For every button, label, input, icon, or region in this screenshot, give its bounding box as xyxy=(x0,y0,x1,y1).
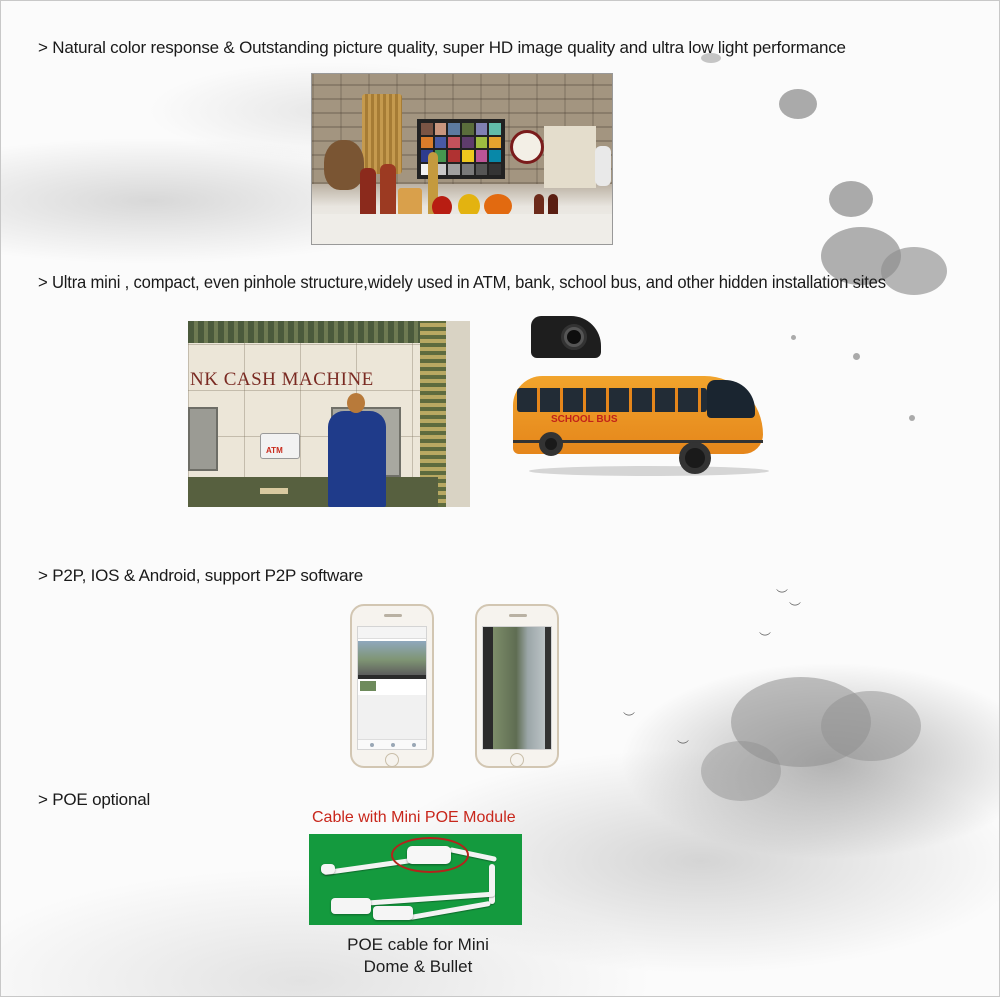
atm-sign-text: NK CASH MACHINE xyxy=(190,369,374,390)
atm-installation-image xyxy=(188,321,470,507)
poe-module-highlight xyxy=(391,837,469,873)
bus-windshield xyxy=(707,380,755,418)
person-head xyxy=(347,393,365,413)
bird-decoration: ︶ xyxy=(677,739,690,753)
ink-blot-decoration xyxy=(779,89,817,119)
person-at-atm xyxy=(328,411,386,507)
phone-home-button xyxy=(385,753,399,767)
ink-blot-decoration xyxy=(909,415,915,421)
clock-icon xyxy=(510,130,544,164)
bus-shadow xyxy=(529,466,769,476)
street-video-feed xyxy=(493,627,551,750)
phone-portrait-app xyxy=(350,604,434,768)
bottle xyxy=(380,164,396,216)
ink-blot-decoration xyxy=(853,353,860,360)
app-tabbar xyxy=(358,739,426,749)
poe-module-caption: Cable with Mini POE Module xyxy=(312,809,516,826)
ink-blot-decoration xyxy=(821,691,921,761)
video-left-toolbar xyxy=(483,627,493,750)
atm-counter xyxy=(188,477,438,507)
bus-wheel xyxy=(679,442,711,474)
ink-blot-decoration xyxy=(881,247,947,295)
jar xyxy=(534,194,544,216)
cable-connector xyxy=(331,898,371,914)
school-bus-image xyxy=(509,358,781,478)
feature-p2p: > P2P, IOS & Android, support P2P software xyxy=(38,566,364,585)
app-live-video xyxy=(358,641,426,675)
app-control-strip xyxy=(358,675,426,679)
teddy-bear xyxy=(324,140,364,190)
jar xyxy=(548,194,558,216)
cable-connector xyxy=(373,906,413,920)
basket xyxy=(362,94,402,174)
phone-speaker xyxy=(509,614,527,617)
phone-screen xyxy=(357,626,427,750)
tab-icon xyxy=(391,743,395,747)
bird-decoration: ︶ xyxy=(776,588,789,602)
poe-cable-caption xyxy=(331,934,505,978)
bus-windows xyxy=(517,388,707,412)
phone-speaker xyxy=(384,614,402,617)
bottle xyxy=(360,168,376,216)
bus-wheel xyxy=(539,432,563,456)
side-wall xyxy=(446,321,470,507)
vase xyxy=(595,146,611,186)
poe-caption-line2: Dome & Bullet xyxy=(363,957,473,976)
ink-blot-decoration xyxy=(791,335,796,340)
phone-screen xyxy=(482,626,552,750)
bus-side-text: SCHOOL BUS xyxy=(551,414,618,425)
table-cloth xyxy=(312,214,612,244)
camera-icon xyxy=(531,304,601,358)
camera-lens-inner xyxy=(567,330,581,344)
phone-home-button xyxy=(510,753,524,767)
bird-decoration: ︶ xyxy=(789,601,802,615)
atm-machine xyxy=(188,407,218,471)
tab-icon xyxy=(370,743,374,747)
app-thumbnail xyxy=(360,681,376,691)
bird-decoration: ︶ xyxy=(759,631,772,645)
jar xyxy=(398,188,422,216)
feature-picture-quality: > Natural color response & Outstanding picture quality, super HD image quality and ultra low light performance xyxy=(38,38,846,57)
app-header xyxy=(358,627,426,639)
cable xyxy=(409,901,491,920)
ink-blot-decoration xyxy=(701,741,781,801)
phone-landscape-video xyxy=(475,604,559,768)
app-device-list xyxy=(358,695,426,739)
newspaper xyxy=(544,126,596,188)
poe-caption-line1: POE cable for Mini xyxy=(347,935,489,954)
cable xyxy=(489,864,495,904)
bird-decoration: ︶ xyxy=(623,711,636,725)
tab-icon xyxy=(412,743,416,747)
atm-plaque xyxy=(260,488,288,494)
picture-quality-sample-image xyxy=(311,73,613,245)
ink-blot-decoration xyxy=(829,181,873,217)
atm-panel-label: ATM xyxy=(266,446,283,455)
feature-poe: > POE optional xyxy=(38,790,151,809)
video-right-toolbar xyxy=(545,627,551,750)
cable-connector xyxy=(321,864,335,874)
feature-installation: > Ultra mini , compact, even pinhole structure,widely used in ATM, bank, school bus, and other hidden installation sites xyxy=(38,272,886,292)
